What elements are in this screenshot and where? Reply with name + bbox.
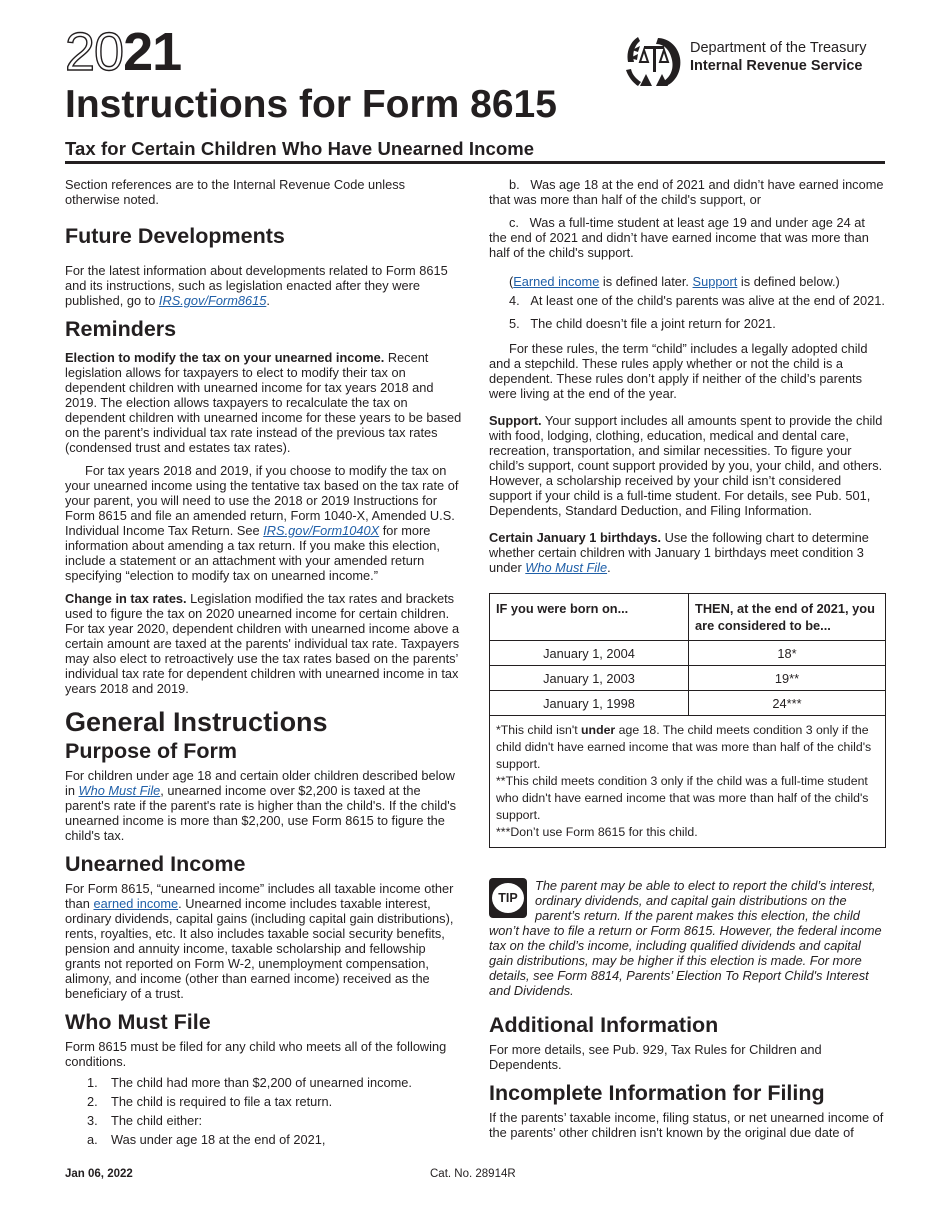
heading-reminders: Reminders	[65, 317, 177, 341]
tip-text: The parent may be able to elect to report the child’s interest, ordinary dividends, and capital gain distributions on the parent’s return. If the parent makes this election, the child won’t have to file a return or Form 8615. However, the federal income tax on the child’s income, including qualified dividends and capital gain distributions, may be higher if this election is made. For more details, see Form 8814, Parents’ Election To Report Child's Interest and Dividends.	[489, 878, 882, 998]
purpose-text: For children under age 18 and certain older children described below in Who Must File, unearned income over $2,200 is taxed at the parent's rate if the parent's rate is higher than the child's. If the child's unearned income is more than $2,200, use Form 8615 to figure the child's tax.	[65, 768, 457, 843]
table-row	[490, 666, 886, 691]
table-header-age: THEN, at the end of 2021, you are considered to be...	[689, 594, 886, 641]
heading-who-must-file: Who Must File	[65, 1010, 211, 1034]
heading-unearned-income: Unearned Income	[65, 852, 246, 876]
cell-age: 24***	[689, 691, 886, 716]
heading-purpose-of-form: Purpose of Form	[65, 739, 238, 763]
table-row	[490, 691, 886, 716]
page-subtitle: Tax for Certain Children Who Have Unearned Income	[65, 138, 535, 159]
link-earned-income[interactable]: earned income	[93, 896, 179, 911]
list-item: 3. The child either:	[87, 1113, 203, 1128]
agency-name	[690, 39, 867, 75]
change-tax-rates-paragraph: Change in tax rates. Legislation modified the tax rates and brackets used to figure the tax on 2020 unearned income for certain children. For tax year 2020, dependent children with unearned income above a certain amount are taxed at the parents' individual tax rate. Taxpayers may also elect to retroactively use the tax rates based on the parents’ individual tax rate for dependent children with unearned income in tax years 2018 and 2019.	[65, 591, 460, 696]
footer-cat-no: Cat. No. 28914R	[430, 1168, 516, 1180]
link-irs-form8615[interactable]: IRS.gov/Form8615	[158, 293, 267, 308]
table-header-born: IF you were born on...	[490, 594, 689, 641]
january-birthdays-paragraph: Certain January 1 birthdays. Use the following chart to determine whether certain children with January 1 birthdays meet condition 3 under Who Must File.	[489, 530, 869, 575]
footer-date: Jan 06, 2022	[65, 1168, 133, 1180]
who-must-file-intro: Form 8615 must be filed for any child who meets all of the following conditions.	[65, 1039, 447, 1069]
support-paragraph: Support. Your support includes all amounts spent to provide the child with food, lodging, clothing, education, medical and dental care, recreation, transportation, and similar necessities. To figure your child’s support, count support provided by you, your child, and others. However, a scholarship received by your child isn’t considered support if your child is a full-time student. For details, see Pub. 501, Dependents, Standard Deduction, and Filing Information.	[489, 413, 883, 518]
table-header-row	[490, 594, 886, 641]
tip-box	[489, 878, 886, 998]
link-support[interactable]: Support	[692, 274, 738, 289]
agency-department: Department of the Treasury	[690, 40, 867, 56]
heading-incomplete-information: Incomplete Information for Filing	[489, 1081, 825, 1105]
january-birthdays-table	[489, 593, 886, 848]
page-title: Instructions for Form 8615	[65, 83, 557, 126]
cell-born: January 1, 2003	[490, 666, 689, 691]
form-year: 2021	[65, 22, 182, 82]
left-column	[65, 177, 462, 1151]
note-3: ***Don’t use Form 8615 for this child.	[496, 825, 698, 839]
definitions-note: (Earned income is defined later. Support is defined below.)	[509, 274, 840, 289]
incomplete-information-text: If the parents’ taxable income, filing status, or net unearned income of the parents’ other children isn't known by the original due date of	[489, 1110, 884, 1140]
tip-icon: TIP	[489, 878, 527, 918]
additional-information-text: For more details, see Pub. 929, Tax Rules for Children and Dependents.	[489, 1042, 822, 1072]
heading-general-instructions: General Instructions	[65, 707, 328, 737]
conditions-list	[65, 1075, 462, 1147]
irs-eagle-logo-icon	[622, 32, 686, 90]
cell-age: 18*	[689, 641, 886, 666]
condition-5: 5. The child doesn’t file a joint return for 2021.	[509, 316, 776, 331]
agency-irs: Internal Revenue Service	[690, 58, 863, 74]
note-2: **This child meets condition 3 only if the child was a full-time student who didn't have earned income that was more than half of the child's support.	[496, 774, 869, 822]
list-item: 2. The child is required to file a tax return.	[87, 1094, 333, 1109]
table-notes	[490, 716, 886, 848]
condition-b: b. Was age 18 at the end of 2021 and didn’t have earned income that was more than half of the child's support, or	[489, 177, 884, 207]
note-1: *This child isn't under age 18. The child meets condition 3 only if the child didn't have earned income that was more than half of the child's support.	[496, 723, 872, 771]
heading-future-developments: Future Developments	[65, 224, 285, 248]
cell-born: January 1, 1998	[490, 691, 689, 716]
condition-4: 4. At least one of the child's parents was alive at the end of 2021.	[509, 293, 885, 308]
header-divider	[65, 161, 885, 164]
link-who-must-file-2[interactable]: Who Must File	[525, 560, 608, 575]
condition-c: c. Was a full-time student at least age 19 and under age 24 at the end of 2021 and didn’t have earned income that was more than half of the child's support.	[489, 215, 869, 260]
intro-text: Section references are to the Internal Revenue Code unless otherwise noted.	[65, 177, 406, 207]
child-definition: For these rules, the term “child” includes a legally adopted child and a stepchild. These rules apply whether or not the child is a dependent. These rules don’t apply if neither of the child’s parents were living at the end of the year.	[489, 341, 868, 401]
link-earned-income-2[interactable]: Earned income	[513, 274, 600, 289]
table-notes-row	[490, 716, 886, 848]
cell-born: January 1, 2004	[490, 641, 689, 666]
cell-age: 19**	[689, 666, 886, 691]
list-item: 1. The child had more than $2,200 of unearned income.	[87, 1075, 412, 1090]
link-irs-form1040x[interactable]: IRS.gov/Form1040X	[263, 523, 380, 538]
unearned-income-text: For Form 8615, “unearned income” includes all taxable income other than earned income. Unearned income includes taxable interest, ordinary dividends, capital gains (including capital gain distributions), rents, royalties, etc. It also includes taxable social security benefits, pension and annuity income, taxable scholarship and fellowship grants not reported on Form W-2, unemployment compensation, alimony, and income (other than earned income) received as the beneficiary of a trust.	[65, 881, 454, 1001]
link-who-must-file[interactable]: Who Must File	[78, 783, 161, 798]
future-developments-text: For the latest information about developments related to Form 8615 and its instructions, such as legislation enacted after they were published, go to IRS.gov/Form8615.	[65, 263, 448, 308]
election-paragraph: Election to modify the tax on your unearned income. Recent legislation allows for taxpayers to elect to modify their tax on dependent children with unearned income for tax years 2018 and 2019. The election allows taxpayers to recalculate the tax on dependent children with unearned income for these years to be based on the parent’s individual tax rate instead of the previous tax rates (condensed trust and estates tax rates).	[65, 350, 462, 455]
right-column	[489, 177, 886, 1148]
election-paragraph-2: For tax years 2018 and 2019, if you choose to modify the tax on your unearned income using the tentative tax based on the tax rate of your parent, you will need to use the 2018 or 2019 Instructions for Form 8615 and file an amended return, Form 1040-X, Amended U.S. Individual Income Tax Return. See IRS.gov/Form1040X for more information about amending a tax return. If you make this election, include a statement or an attachment with your amended return specifying “election to modify tax on unearned income.”	[65, 463, 459, 583]
table-row	[490, 641, 886, 666]
list-item: a. Was under age 18 at the end of 2021,	[87, 1132, 326, 1147]
heading-additional-information: Additional Information	[489, 1013, 719, 1037]
